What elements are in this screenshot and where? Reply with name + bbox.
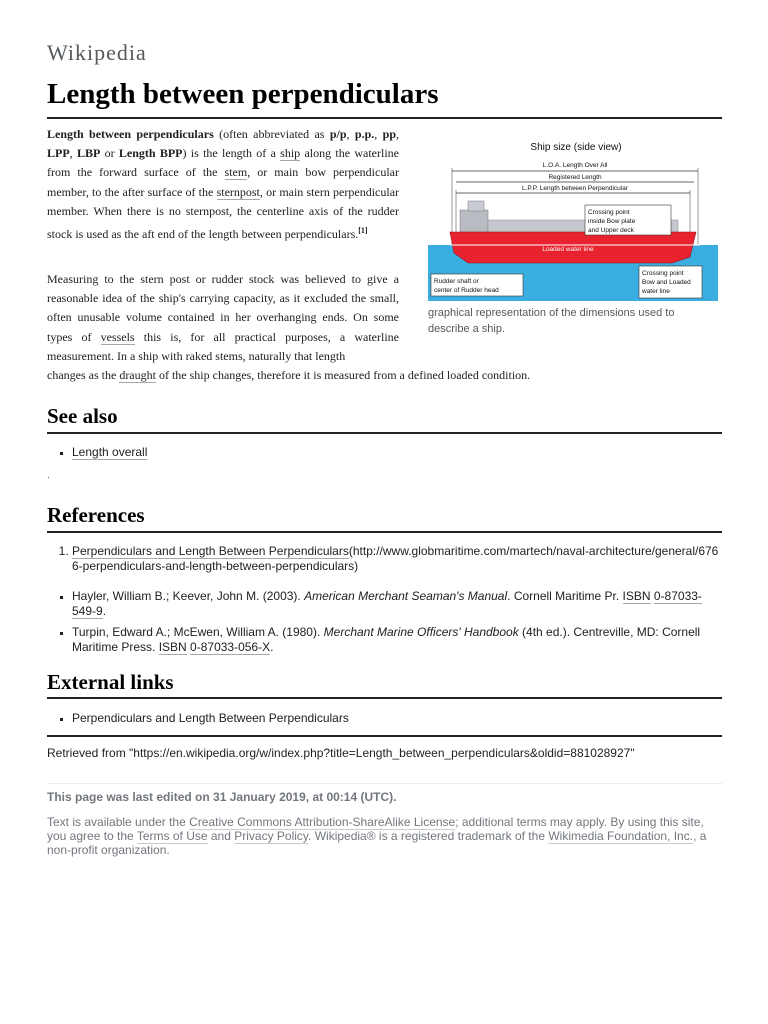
abbr: Length BPP: [118, 146, 183, 161]
stray-dot: .: [47, 470, 50, 481]
bow-callout-3: and Upper deck: [588, 227, 634, 234]
privacy-link[interactable]: Privacy Policy: [234, 829, 309, 843]
retrieved-prefix: Retrieved from ": [47, 746, 134, 760]
wikipedia-wordmark[interactable]: Wikipedia: [47, 40, 147, 65]
list-item: [72, 711, 724, 726]
see-also-divider: [47, 432, 722, 434]
superstructure: [460, 210, 488, 232]
rudder-callout-1: Rudder shaft or: [434, 278, 479, 285]
isbn-number-2[interactable]: 0-87033-056-X: [190, 640, 271, 654]
isbn-link-2[interactable]: ISBN: [158, 640, 187, 654]
books-list: [72, 589, 724, 661]
title-divider: [47, 117, 722, 119]
external-links-list: [72, 711, 724, 732]
footer-text: , a non-profit organization.: [47, 829, 707, 857]
link-draught[interactable]: draught: [119, 368, 156, 382]
paragraph-2-end: [47, 366, 727, 385]
cc-license-link[interactable]: Creative Commons Attribution-ShareAlike License: [189, 815, 456, 829]
stern-callout-1: Crossing point: [642, 270, 684, 277]
last-edited: This page was last edited on 31 January 2019, at 00:14 (UTC).: [47, 790, 397, 804]
footer-text: and: [207, 829, 235, 843]
link-sternpost[interactable]: sternpost: [216, 184, 260, 199]
bow-callout-1: Crossing point: [588, 209, 630, 216]
intro-paragraph: [47, 125, 399, 244]
references-divider: [47, 531, 722, 533]
intro-text: ) is the length of a: [182, 146, 281, 161]
intro-text: , or main bow perpendicular member, to the after surface of the: [47, 165, 399, 199]
loa-label: L.O.A. Length Over All: [542, 162, 608, 169]
intro-text: , or main stern perpendicular member. When there is no sternpost, the centerline axis of the rudder stock is used as the aft end of the length between perpendiculars.: [47, 184, 400, 242]
citation-1[interactable]: [1]: [358, 226, 368, 236]
intro-text: ,: [346, 127, 355, 141]
citation-text: (4th ed.). Centreville, MD: Cornell Maritime Press.: [72, 625, 701, 654]
figure-caption: graphical representation of the dimensions used to describe a ship.: [428, 307, 675, 335]
footer-text: . Wikipedia® is a registered trademark of the: [308, 829, 549, 843]
retrieved-url[interactable]: https://en.wikipedia.org/w/index.php?title=Length_between_perpendiculars&oldid=881028927: [133, 746, 631, 760]
abbr: LBP: [76, 146, 101, 161]
citation-text: Turpin, Edward A.; McEwen, William A. (1980).: [72, 625, 324, 639]
paragraph-2: [47, 270, 399, 366]
terms-link[interactable]: Terms of Use: [136, 829, 208, 843]
references-heading: References: [47, 503, 145, 527]
abbr: p.p.: [354, 127, 375, 141]
para-text: this is, for all practical purposes, a waterline measurement. In a ship with raked stems, naturally that length: [47, 329, 399, 363]
page-title: Length between perpendiculars: [47, 78, 439, 110]
reference-item: [72, 544, 724, 574]
loaded-line-label: Loaded water line: [542, 246, 594, 253]
list-item: ▪ Turpin, Edward A.; McEwen, William A. (1980). Merchant Marine Officers' Handbook (4th ed.). Centreville, MD: Cornell Maritime Press. ISBN 0-87033-056-X.: [72, 625, 724, 655]
footer-divider: [47, 783, 722, 784]
rudder-callout-2: center of Rudder head: [434, 287, 499, 294]
para-text: changes as the: [47, 368, 120, 382]
footer-text: ; additional terms may apply. By using this site, you agree to the: [47, 815, 704, 843]
abbr: LPP: [47, 146, 70, 161]
stern-callout-2: Bow and Loaded: [642, 279, 691, 286]
link-vessels[interactable]: vessels: [100, 329, 135, 344]
intro-term: Length between perpendiculars: [47, 127, 214, 141]
retrieved-suffix: ": [630, 746, 635, 760]
isbn-link-1[interactable]: ISBN: [622, 589, 651, 603]
para-text: of the ship changes, therefore it is measured from a defined loaded condition.: [155, 368, 531, 382]
intro-text: ,: [69, 146, 77, 161]
abbr: pp: [382, 127, 397, 141]
intro-text: ,: [396, 127, 400, 141]
citation-text: Hayler, William B.; Keever, John M. (2003).: [72, 589, 305, 603]
isbn-number-1[interactable]: 0-87033-549-9: [72, 589, 702, 618]
registered-label: Registered Length: [548, 174, 602, 181]
wikimedia-link[interactable]: Wikimedia Foundation, Inc.: [548, 829, 694, 843]
see-also-list: [72, 445, 724, 466]
diagram-title: Ship size (side view): [530, 142, 622, 153]
book-title-1: American Merchant Seaman's Manual: [304, 589, 508, 603]
reference-link-1[interactable]: Perpendiculars and Length Between Perpendiculars: [72, 544, 349, 558]
ship-diagram[interactable]: [428, 135, 718, 301]
content-end-divider: [47, 735, 722, 737]
para-text: Measuring to the stern post or rudder stock was believed to give a reasonable idea of the ship's carrying capacity, as it excluded the small, often unusable volume contained in her overhanging ends. On some types of: [47, 272, 399, 344]
list-item: ▪ Hayler, William B.; Keever, John M. (2003). American Merchant Seaman's Manual. Cornell Maritime Pr. ISBN 0-87033-549-9.: [72, 589, 724, 619]
abbr: p/p: [329, 127, 347, 141]
intro-text: or: [100, 146, 119, 161]
list-item: [72, 445, 724, 460]
footer-license: [47, 815, 722, 857]
external-links-heading: External links: [47, 670, 174, 694]
intro-text: ,: [374, 127, 383, 141]
book-title-2: Merchant Marine Officers' Handbook: [323, 625, 519, 639]
reference-url-1[interactable]: (http://www.globmaritime.com/martech/naval-architecture/general/6766-perpendiculars-and-length-between-perpendiculars): [72, 544, 719, 573]
references-list: [72, 544, 724, 580]
citation-text: . Cornell Maritime Pr.: [507, 589, 623, 603]
intro-text: along the waterline from the forward surface of the: [47, 146, 399, 180]
link-stem[interactable]: stem: [224, 165, 248, 180]
stern-callout-3: water line: [642, 288, 670, 295]
link-length-overall[interactable]: Length overall: [72, 445, 148, 459]
link-ship[interactable]: ship: [280, 146, 301, 161]
intro-text: (often abbreviated as: [213, 127, 330, 141]
bow-callout-2: inside Bow plate: [588, 218, 636, 225]
see-also-heading: See also: [47, 404, 118, 428]
footer-text: Text is available under the: [47, 815, 190, 829]
lpp-label: L.P.P. Length between Perpendicular: [521, 185, 629, 192]
retrieved-from: [47, 746, 635, 760]
external-link-1[interactable]: Perpendiculars and Length Between Perpendiculars: [72, 711, 349, 725]
external-links-divider: [47, 697, 722, 699]
ship-figure: [428, 135, 718, 337]
